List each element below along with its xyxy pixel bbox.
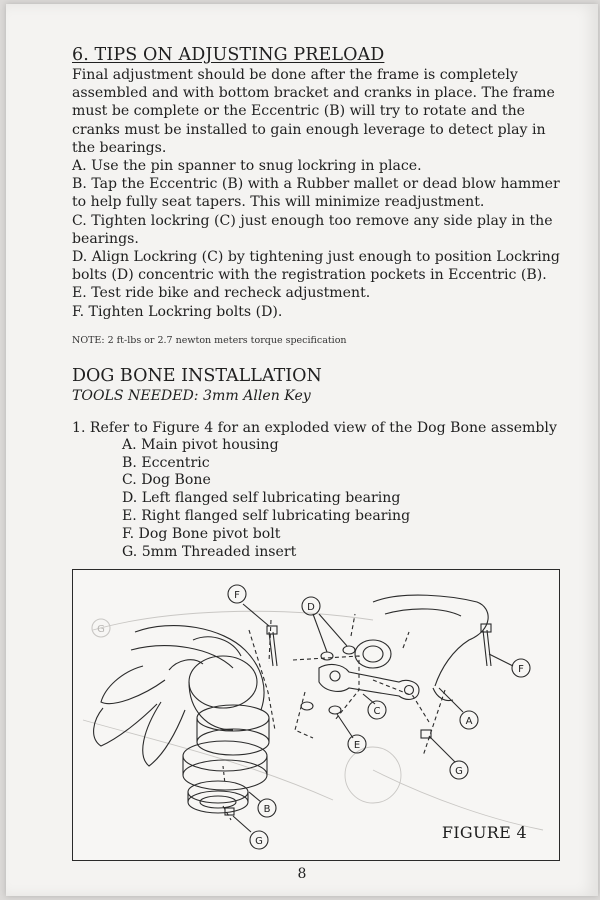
callout-c-label: C bbox=[373, 706, 381, 717]
callout-faint-label: G bbox=[97, 624, 105, 635]
callout-g2-label: G bbox=[255, 836, 263, 847]
assembly-dashed-lines bbox=[223, 614, 445, 820]
callout-circles bbox=[92, 585, 530, 849]
preload-step: D. Align Lockring (C) by tightening just enough to position Lockring bolts (D) concentric with the registration pockets in Eccentric (B). bbox=[72, 249, 560, 284]
background-frame-lines bbox=[83, 611, 543, 830]
preload-step: B. Tap the Eccentric (B) with a Rubber mallet or dead blow hammer to help fully seat tapers. This will minimize readjustment. bbox=[72, 176, 560, 211]
callout-a-label: A bbox=[465, 716, 473, 727]
parts-list bbox=[72, 437, 562, 562]
preload-steps bbox=[72, 157, 562, 321]
parts-list-item: D. Left flanged self lubricating bearing bbox=[122, 490, 401, 507]
callout-d-label: D bbox=[307, 602, 315, 613]
torque-note: NOTE: 2 ft-lbs or 2.7 newton meters torque specification bbox=[72, 334, 347, 346]
rear-frame-piece bbox=[355, 595, 488, 700]
flanged-bearings bbox=[301, 646, 355, 714]
parts-list-item: A. Main pivot housing bbox=[122, 436, 279, 453]
preload-step: A. Use the pin spanner to snug lockring in place. bbox=[72, 158, 422, 175]
callout-g-label: G bbox=[455, 766, 463, 777]
parts-list-item: F. Dog Bone pivot bolt bbox=[122, 525, 281, 542]
page-number: 8 bbox=[297, 866, 307, 882]
figure-4-exploded-view bbox=[72, 569, 560, 861]
parts-list-item: B. Eccentric bbox=[122, 454, 210, 471]
figure-caption: FIGURE 4 bbox=[441, 823, 527, 842]
tools-needed: TOOLS NEEDED: 3mm Allen Key bbox=[72, 387, 311, 404]
preload-intro: Final adjustment should be done after the frame is completely assembled and with bottom bracket and cranks in place. The frame must be complete or the Eccentric (B) will try to rotate and the cranks must be installed to gain enough leverage to detect play in the bearings. bbox=[72, 67, 555, 156]
callout-b-label: B bbox=[263, 804, 271, 815]
section-title-preload: 6. TIPS ON ADJUSTING PRELOAD bbox=[72, 45, 385, 65]
preload-step: E. Test ride bike and recheck adjustment. bbox=[72, 285, 371, 302]
eccentric-assembly bbox=[183, 705, 269, 813]
parts-list-item: E. Right flanged self lubricating bearing bbox=[122, 508, 411, 525]
preload-step: F. Tighten Lockring bolts (D). bbox=[72, 303, 283, 320]
callout-f-label: F bbox=[234, 590, 240, 601]
callout-e-label: E bbox=[353, 740, 361, 751]
parts-list-item: G. 5mm Threaded insert bbox=[122, 543, 297, 560]
callout-f2-label: F bbox=[518, 664, 524, 675]
dog-bone-intro: 1. Refer to Figure 4 for an exploded view of the Dog Bone assembly bbox=[72, 419, 557, 436]
threaded-inserts bbox=[225, 730, 431, 815]
preload-step: C. Tighten lockring (C) just enough too remove any side play in the bearings. bbox=[72, 212, 553, 247]
exploded-view-drawing bbox=[73, 570, 559, 860]
main-pivot-housing bbox=[94, 626, 264, 766]
dog-bone-link bbox=[319, 665, 419, 700]
manual-page bbox=[6, 4, 598, 896]
section-title-dog-bone: DOG BONE INSTALLATION bbox=[72, 365, 322, 386]
page-content bbox=[72, 44, 562, 561]
parts-list-item: C. Dog Bone bbox=[122, 472, 211, 489]
